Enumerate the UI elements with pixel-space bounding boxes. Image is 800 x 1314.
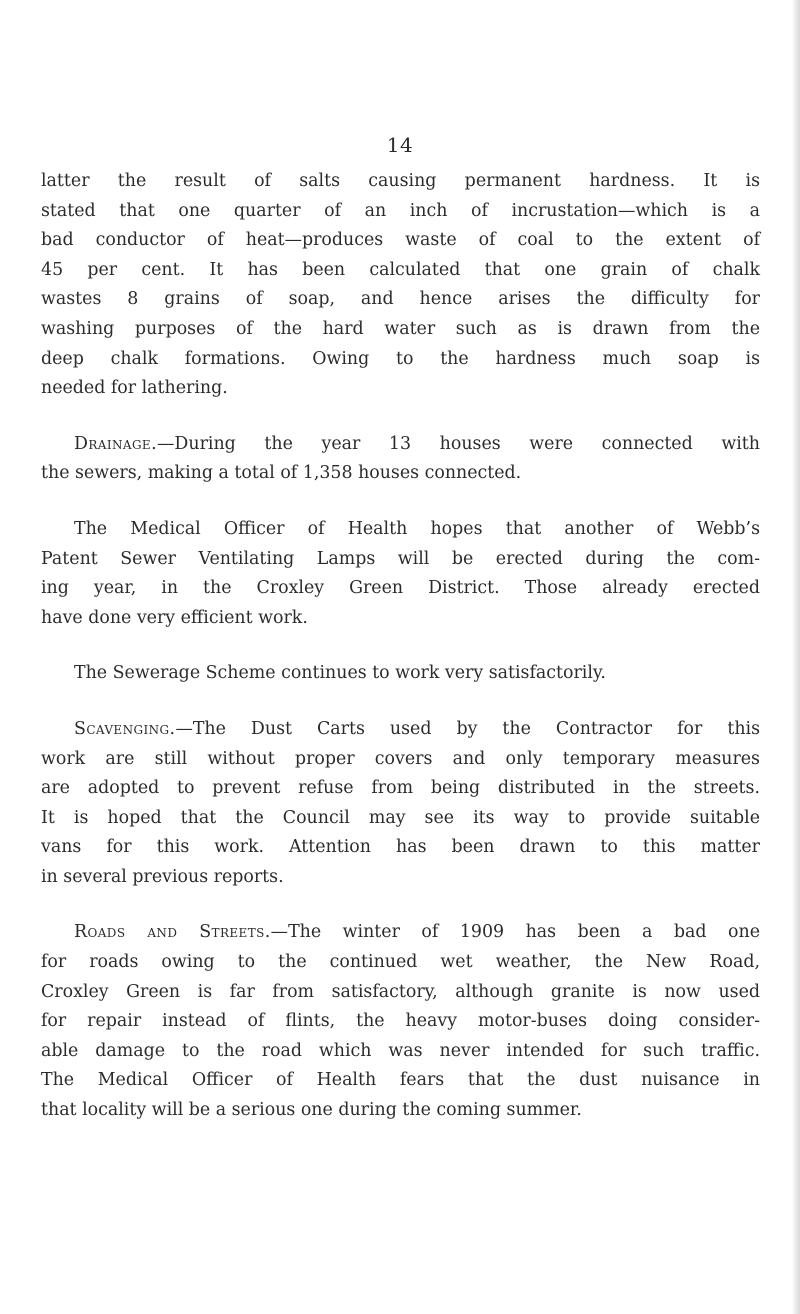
text-line: Croxley Green is far from satisfactory, although granite is now used xyxy=(41,981,760,1002)
text-line: needed for lathering. xyxy=(41,378,228,399)
paragraph-sewerage-scheme xyxy=(41,659,760,689)
text-line: stated that one quarter of an inch of incrustation—which is a xyxy=(41,200,760,221)
text-line: able damage to the road which was never intended for such traffic. xyxy=(41,1040,760,1061)
text-line: 45 per cent. It has been calculated that one grain of chalk xyxy=(41,259,760,280)
page-number: 14 xyxy=(386,133,414,157)
section-heading-scavenging: Scavenging. xyxy=(74,718,176,739)
text-line: in several previous reports. xyxy=(41,866,284,887)
text-line: The Medical Officer of Health fears that the dust nuisance in xyxy=(41,1070,760,1091)
text-line xyxy=(74,430,760,460)
text-line: are adopted to prevent refuse from being distributed in the streets. xyxy=(41,778,760,799)
body-text xyxy=(41,167,760,1152)
paragraph-drainage xyxy=(41,430,760,489)
paragraph-roads-and-streets xyxy=(41,918,760,1125)
text-line: It is hoped that the Council may see its way to provide suitable xyxy=(41,807,760,828)
text-line: The Medical Officer of Health hopes that another of Webb’s xyxy=(74,518,760,539)
text-line: Patent Sewer Ventilating Lamps will be erected during the com- xyxy=(41,548,760,569)
text-line: vans for this work. Attention has been drawn to this matter xyxy=(41,837,760,858)
text-line xyxy=(74,715,760,745)
paragraph-ventilating-lamps xyxy=(41,515,760,633)
paragraph-hardness xyxy=(41,167,760,404)
text-line: that locality will be a serious one during the coming summer. xyxy=(41,1100,582,1121)
text-line: washing purposes of the hard water such as is drawn from the xyxy=(41,318,760,339)
text-line: the sewers, making a total of 1,358 houses connected. xyxy=(41,463,522,484)
text-line: ing year, in the Croxley Green District. Those already erected xyxy=(41,578,760,599)
section-heading-drainage: Drainage. xyxy=(74,433,158,454)
text-line: latter the result of salts causing permanent hardness. It is xyxy=(41,171,760,191)
text-line: bad conductor of heat—produces waste of coal to the extent of xyxy=(41,230,760,251)
text-line: deep chalk formations. Owing to the hardness much soap is xyxy=(41,348,760,369)
text-line: for roads owing to the continued wet weather, the New Road, xyxy=(41,952,760,973)
text-line: wastes 8 grains of soap, and hence arises the difficulty for xyxy=(41,289,760,310)
text-segment: —The Dust Carts used by the Contractor for this xyxy=(175,718,760,739)
section-heading-roads-and-streets: Roads and Streets. xyxy=(74,922,271,943)
text-segment: —The winter of 1909 has been a bad one xyxy=(270,922,760,943)
text-segment: —During the year 13 houses were connected with xyxy=(157,433,760,454)
text-line: for repair instead of flints, the heavy motor-buses doing consider- xyxy=(41,1011,760,1032)
text-line xyxy=(74,918,760,948)
paragraph-scavenging xyxy=(41,715,760,893)
page-edge-shadow xyxy=(792,0,800,1314)
text-line: work are still without proper covers and only temporary measures xyxy=(41,748,760,769)
text-line: The Sewerage Scheme continues to work very satisfactorily. xyxy=(74,663,606,684)
text-line: have done very efficient work. xyxy=(41,607,308,628)
